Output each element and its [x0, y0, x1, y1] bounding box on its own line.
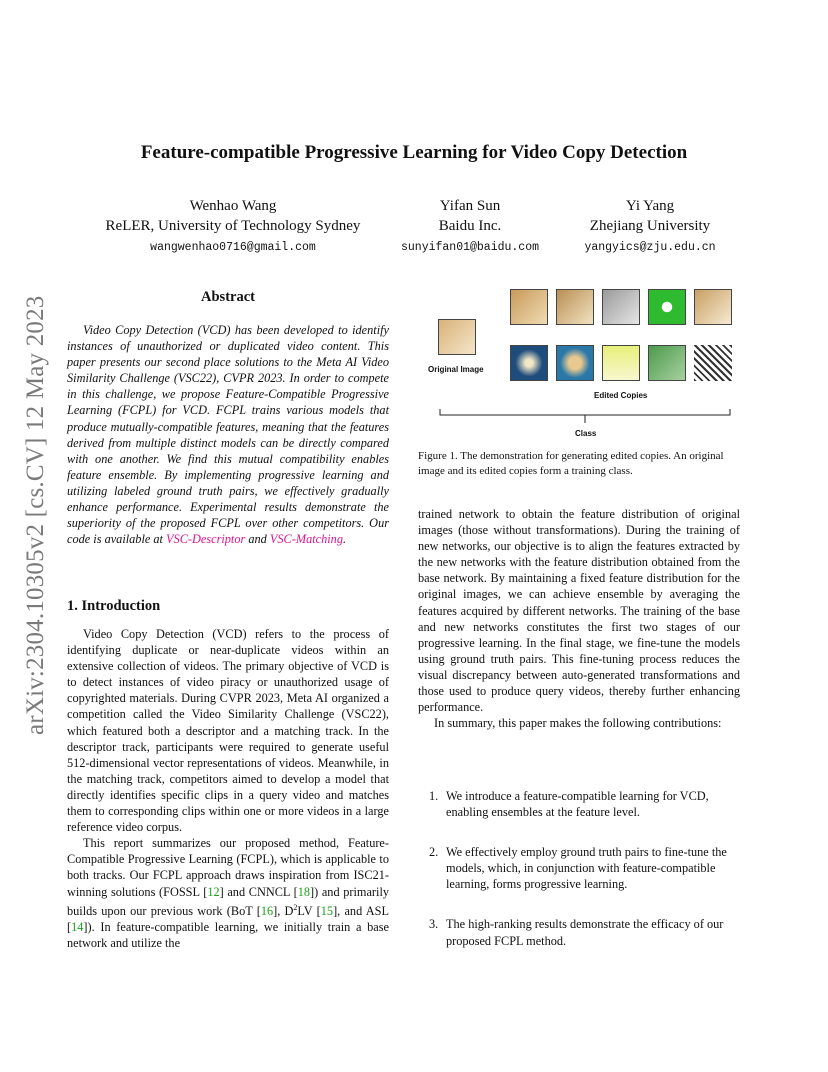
author-1: [60, 196, 406, 258]
vsc-matching-link[interactable]: VSC-Matching: [269, 532, 343, 547]
author-email[interactable]: sunyifan01@baidu.com: [400, 241, 540, 254]
author-name: Yifan Sun: [439, 198, 501, 214]
author-name: Yi Yang: [625, 198, 675, 214]
right-column-body: [418, 506, 740, 731]
arxiv-stamp: arXiv:2304.10305v2 [cs.CV] 12 May 2023: [22, 295, 49, 735]
edited-copy-thumbnail: [694, 289, 732, 325]
citation[interactable]: 15: [320, 903, 334, 918]
author-email[interactable]: yangyics@zju.edu.cn: [584, 241, 716, 254]
abstract-heading: Abstract: [201, 289, 255, 305]
edited-copy-thumbnail: [602, 345, 640, 381]
abstract-text: Video Copy Detection (VCD) has been developed to identify instances of unauthorized or duplicated video content. This paper presents our second place solutions to the Meta AI Video Similarity Challenge (VSC22), CVPR 2023. In order to compete in this challenge, we propose Feature-Compatible Progressive Learning (FCPL) for VCD. FCPL trains various models that produce mutually-compatible features, meaning that the features derived from multiple distinct models can be directly compared with one another. We find this mutual compatibility enables feature ensemble. By implementing progressive learning and utilizing labeled ground truth pairs, we effectively gradually enhance performance. Experimental results demonstrate the superiority of the proposed FCPL over other competitors. Our code is available at VSC-Descriptor and VSC-Matching.: [67, 323, 389, 547]
edited-copies-label: Edited Copies: [594, 391, 648, 400]
citation[interactable]: 18: [297, 884, 311, 899]
edited-copy-thumbnail: [648, 345, 686, 381]
author-email[interactable]: wangwenhao0716@gmail.com: [150, 241, 316, 254]
edited-copy-thumbnail: [648, 289, 686, 325]
citation[interactable]: 12: [207, 884, 220, 899]
edited-copy-thumbnail: [510, 345, 548, 381]
paper-title: Feature-compatible Progressive Learning for Video Copy Detection: [140, 142, 688, 163]
author-2: [380, 196, 560, 258]
author-3: [560, 196, 740, 258]
author-name: Wenhao Wang: [189, 198, 277, 214]
class-label: Class: [575, 429, 597, 438]
figure-caption: Figure 1. The demonstration for generating edited copies. An original image and its edited copies form a training class.: [418, 450, 724, 477]
vsc-descriptor-link[interactable]: VSC-Descriptor: [166, 532, 246, 547]
original-image-thumbnail: [438, 319, 476, 355]
edited-copy-thumbnail: [556, 345, 594, 381]
list-item: 1. We introduce a feature-compatible learning for VCD, enabling ensembles at the feature level.: [429, 789, 709, 820]
author-affiliation: Baidu Inc.: [438, 218, 502, 234]
intro-paragraph-1: Video Copy Detection (VCD) refers to the process of identifying duplicate or near-duplicate videos within an extensive collection of videos. The primary objective of VCD is to detect instances of video piracy or unauthorized usage of copyrighted materials. During CVPR 2023, Meta AI organized a competition called the Video Similarity Challenge (VSC22), which featured both a descriptor and a matching track. In the descriptor track, participants were required to generate useful 512-dimensional vector representations of videos. Meanwhile, in the matching track, competitors aimed to develop a model that directly identifies specific clips in a query video and matches them to corresponding clips within one or more videos in a large reference video corpus.: [67, 627, 389, 835]
intro-body: [67, 626, 389, 951]
list-item: 2. We effectively employ ground truth pairs to fine-tune the models, which, in conjunction with feature-compatible learning, forms progressive learning.: [429, 845, 727, 892]
contributions-list: [418, 788, 740, 973]
right-paragraph-1: trained network to obtain the feature distribution of original images (those without transformations). During the training of new networks, our objective is to align the features extracted by the new networks with the feature distribution obtained from the base network. By maintaining a fixed feature distribution for the original images, we can achieve ensemble by averaging the features acquired by different networks. The training of the base and new networks constitutes the first two stages of our progressive learning. In the final stage, we fine-tune the models using ground truth pairs. This fine-tuning process reduces the visual discrepancy between auto-generated transformations and those used to produce query videos, thereby further enhancing performance.: [418, 507, 740, 715]
list-item: 3. The high-ranking results demonstrate the efficacy of our proposed FCPL method.: [429, 917, 724, 948]
citation[interactable]: 14: [71, 919, 84, 934]
author-affiliation: ReLER, University of Technology Sydney: [105, 218, 361, 234]
class-bracket: [418, 403, 740, 427]
edited-copy-thumbnail: [556, 289, 594, 325]
edited-copy-thumbnail: [510, 289, 548, 325]
figure-1: [418, 283, 740, 443]
edited-copy-thumbnail: [602, 289, 640, 325]
edited-copy-thumbnail: [694, 345, 732, 381]
citation[interactable]: 16: [260, 903, 274, 918]
original-image-label: Original Image: [428, 365, 484, 374]
intro-paragraph-2: This report summarizes our proposed method, Feature-Compatible Progressive Learning (FCPL), which is applicable to both tracks. Our FCPL approach draws inspiration from ISC21-winning solutions (FOSSL [12] and CNNCL [18]) and primarily builds upon our previous work (BoT [16], $D^2LV$ [15], and ASL [14]). In feature-compatible learning, we initially train a base network and utilize the: [67, 836, 390, 950]
intro-heading: 1. Introduction: [67, 598, 161, 614]
right-paragraph-2: In summary, this paper makes the following contributions:: [434, 716, 722, 731]
author-affiliation: Zhejiang University: [589, 218, 711, 234]
